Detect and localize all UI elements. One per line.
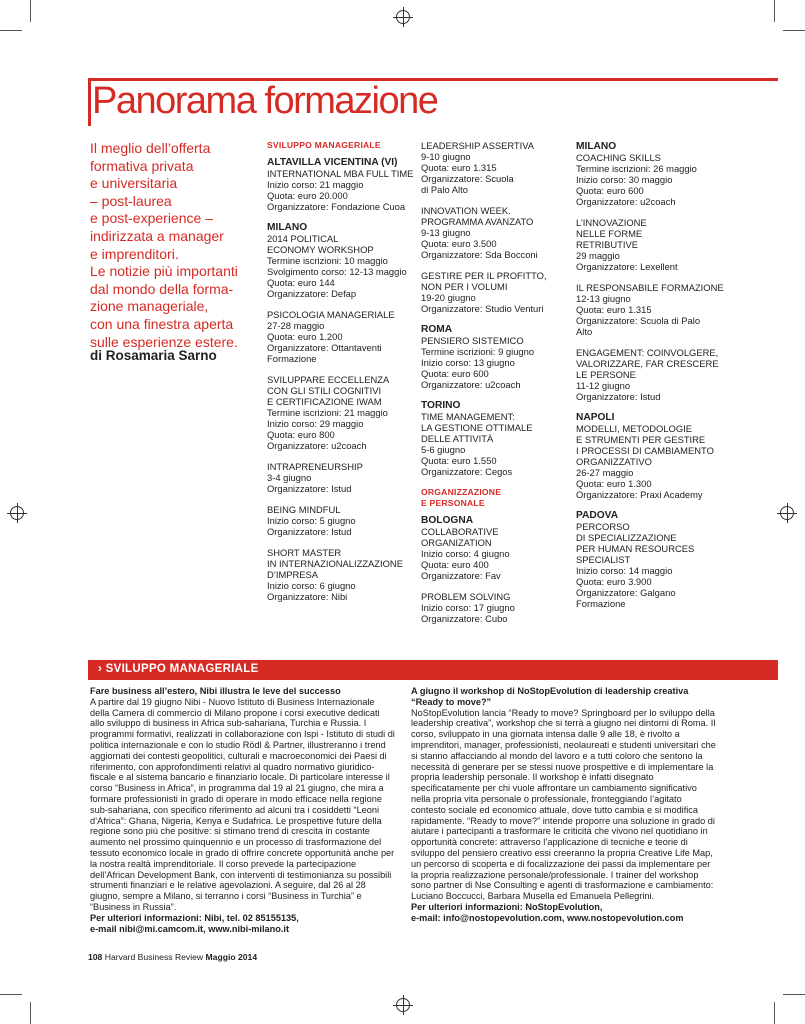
course-detail: Quota: euro 600 [576,185,644,196]
course-detail: RETRIBUTIVE [576,239,638,250]
course-detail: LEADERSHIP ASSERTIVA [421,140,535,151]
intro-line: formativa privata [90,157,194,174]
course-detail: PENSIERO SISTEMICO [421,335,524,346]
course-detail: Inizio corso: 17 giugno [421,602,515,613]
course-detail: 12-13 giugno [576,293,631,304]
course-detail: Quota: euro 1.315 [576,304,652,315]
course-detail: 27-28 maggio [267,320,325,331]
course-listing [267,222,415,299]
course-listing [576,510,726,609]
course-detail: Organizzatore: Istud [267,526,352,537]
course-listing [267,504,415,537]
course-detail: COLLABORATIVE [421,526,499,537]
course-detail: PERCORSO [576,521,630,532]
course-detail: Organizzatore: Ottantaventi [267,342,382,353]
course-detail: Alto [576,326,593,337]
course-detail: D’IMPRESA [267,569,319,580]
course-detail: 29 maggio [576,250,620,261]
course-detail: Quota: euro 1.550 [421,455,497,466]
article-nostopevolution [411,686,716,924]
city-heading: BOLOGNA [421,515,474,526]
course-listing [267,547,415,602]
course-detail: Quota: euro 3.500 [421,238,497,249]
city-heading: MILANO [576,141,617,152]
course-detail: NELLE FORME [576,228,643,239]
course-listing [421,515,569,581]
course-detail: Organizzatore: Studio Venturi [421,303,544,314]
course-listing [576,217,726,272]
crop-mark [30,1002,31,1024]
course-detail: 2014 POLITICAL [267,233,339,244]
course-detail: Inizio corso: 13 giugno [421,357,515,368]
course-detail: PROBLEM SOLVING [421,591,511,602]
course-detail: E STRUMENTI PER GESTIRE [576,434,706,445]
course-listing [267,374,415,451]
intro-line: Le notizie più importanti [90,263,238,280]
course-detail: Inizio corso: 6 giugno [267,580,356,591]
intro-line: zione manageriale, [90,298,209,315]
article-headline: A giugno il workshop di NoStopEvolution di leadership creativa “Ready to move?” [411,686,689,707]
course-detail: PROGRAMMA AVANZATO [421,216,534,227]
crop-mark [783,30,805,31]
listing-column-3 [576,140,726,619]
course-detail: MODELLI, METODOLOGIE [576,423,692,434]
article-nibi [90,686,395,934]
intro-line: e imprenditori. [90,245,179,262]
course-detail: Organizzatore: u2coach [267,440,367,451]
course-detail: Quota: euro 800 [267,429,335,440]
registration-mark-left [10,506,24,520]
article-contact: Per ulteriori informazioni: NoStopEvolution, e-mail: info@nostopevolution.com, www.nostopevolution.com [411,901,684,923]
course-detail: Organizzatore: Fondazione Cuoa [267,201,406,212]
course-detail: INNOVATION WEEK. [421,205,511,216]
crop-mark [774,1002,775,1024]
page-number: 108 [88,952,103,962]
course-detail: L’INNOVAZIONE [576,217,647,228]
course-detail: Svolgimento corso: 12-13 maggio [267,266,407,277]
course-detail: Quota: euro 1.200 [267,331,343,342]
crop-mark [0,994,22,995]
registration-mark-right [780,506,794,520]
course-detail: Organizzatore: Istud [576,391,661,402]
course-detail: Organizzatore: Cegos [421,466,513,477]
course-listing [576,141,726,207]
intro-line: indirizzata a manager [90,227,224,244]
course-detail: Inizio corso: 21 maggio [267,179,364,190]
course-detail: Inizio corso: 5 giugno [267,515,356,526]
course-detail: Organizzatore: Galgano [576,587,676,598]
course-detail: ECONOMY WORKSHOP [267,244,374,255]
intro-line: e post-experience – [90,210,213,227]
article-contact: Per ulteriori informazioni: Nibi, tel. 02 85155135, e-mail nibi@mi.camcom.it, www.nibi-milano.it [90,912,299,934]
course-detail: IN INTERNAZIONALIZZAZIONE [267,558,403,569]
course-detail: PSICOLOGIA MANAGERIALE [267,309,395,320]
course-detail: Quota: euro 400 [421,559,489,570]
course-detail: Formazione [267,353,317,364]
course-detail: Organizzatore: Istud [267,483,352,494]
listing-column-2 [421,140,569,634]
course-listing [267,461,415,494]
course-detail: ORGANIZATION [421,537,492,548]
crop-mark [30,0,31,22]
city-heading: PADOVA [576,510,619,521]
course-listing [421,140,569,195]
course-detail: 19-20 giugno [421,292,476,303]
course-detail: 9-10 giugno [421,151,471,162]
course-listing [421,205,569,260]
course-detail: Organizzatore: u2coach [576,196,676,207]
course-listing [267,157,415,212]
course-detail: Termine iscrizioni: 10 maggio [267,255,388,266]
crop-mark [0,30,22,31]
article-headline: Fare business all’estero, Nibi illustra le leve del successo [90,686,341,696]
crop-mark [774,0,775,22]
course-detail: I PROCESSI DI CAMBIAMENTO [576,445,714,456]
course-detail: SVILUPPARE ECCELLENZA [267,374,390,385]
course-detail: Organizzatore: Cubo [421,613,508,624]
course-detail: Inizio corso: 30 maggio [576,174,673,185]
city-heading: ROMA [421,324,453,335]
course-detail: Termine iscrizioni: 21 maggio [267,407,388,418]
intro-line: sulle esperienze estere. [90,333,238,350]
city-heading: MILANO [267,222,308,233]
course-detail: Inizio corso: 14 maggio [576,565,673,576]
course-listing [576,347,726,402]
course-detail: E CERTIFICAZIONE IWAM [267,396,382,407]
course-detail: INTRAPRENEURSHIP [267,461,363,472]
city-heading: TORINO [421,400,461,411]
page-title: Panorama formazione [92,80,438,122]
course-detail: Organizzatore: Praxi Academy [576,489,703,500]
course-detail: Termine iscrizioni: 26 maggio [576,163,697,174]
course-detail: ENGAGEMENT: COINVOLGERE, [576,347,719,358]
course-detail: Formazione [576,598,626,609]
course-detail: Organizzatore: Nibi [267,591,348,602]
course-detail: IL RESPONSABILE FORMAZIONE [576,282,724,293]
course-detail: Organizzatore: Scuola di Palo [576,315,701,326]
course-detail: Quota: euro 20.000 [267,190,348,201]
course-detail: SPECIALIST [576,554,631,565]
course-detail: BEING MINDFUL [267,504,341,515]
course-detail: 5-6 giugno [421,444,466,455]
course-detail: Quota: euro 3.900 [576,576,652,587]
course-detail: PER HUMAN RESOURCES [576,543,695,554]
registration-mark-bottom [396,998,410,1012]
listing-column-1 [267,140,415,612]
course-detail: ORGANIZZATIVO [576,456,652,467]
article-body: A partire dal 19 giugno Nibi - Nuovo Istituto di Business Internazionale della Camera di commercio di Milano propone i corsi executive dedicati allo sviluppo di business in Africa sub-sahariana, Turchia e Russia. I programmi formativi, realizzati in collaborazione con Ispi - Istituto di studi di politica internazionale e con lo studio Rödl & Partner, illustreranno i trend aggiornati dei contesti geopolitici, culturali e macroeconomici dei Paesi di riferimento, con approfondimenti relativi al quadro normativo giuridico-fiscale e al sistema bancario e finanziario locale. Di particolare interesse il corso “Business in Africa”, in programma dal 19 al 21 giugno, che mira a formare professionisti in grado di operare in modo efficace nella regione sub-sahariana, con specifico riferimento ad alcuni tra i cosiddetti “Leoni d’Africa”: Ghana, Nigeria, Kenya e Sudafrica. Le prospettive future della regione sono più che positive: si stimano trend di crescita in costante aumento nel prossimo quinquennio e un processo di trasformazione del tessuto economico locale in grado di offrire concrete opportunità anche per la nostra realtà imprenditoriale. Il corso prevede la partecipazione dell’African Development Bank, con interventi di testimonianza su possibili strumenti finanziari e le relative agevolazioni. A seguire, dal 26 al 28 giugno, sempre a Milano, si terranno i corsi “Business in Turchia” e “Business in Russia”. [90,696,395,912]
course-detail: GESTIRE PER IL PROFITTO, [421,270,547,281]
course-listing [421,400,569,477]
course-detail: CON GLI STILI COGNITIVI [267,385,382,396]
course-listing [576,282,726,337]
course-listing [421,270,569,314]
city-heading: NAPOLI [576,412,615,423]
course-detail: LE PERSONE [576,369,636,380]
course-detail: 26-27 maggio [576,467,634,478]
course-detail: INTERNATIONAL MBA FULL TIME [267,168,414,179]
course-listing [421,324,569,390]
course-detail: Inizio corso: 29 maggio [267,418,364,429]
article-body: NoStopEvolution lancia “Ready to move? Springboard per lo sviluppo della leadership creativa”, workshop che si terrà a giugno nei dintorni di Roma. Il corso, sviluppato in una giornata intensa dalle 9 alle 18, è rivolto a imprenditori, manager, professionisti, neolaureati e studenti universitari che si stanno affacciando al mondo del lavoro e a tutti coloro che sentono la necessità di generare per se stessi nuove prospettive e di implementare la propria leadership personale. Il workshop è infatti disegnato specificatamente per chi vuole affrontare un cambiamento significativo nella propria vita personale o professionale, fronteggiando l’agitato contesto sociale ed economico attuale, dove tutto cambia e si modifica rapidamente. “Ready to move?” intende proporre una soluzione in grado di aiutare i partecipanti a trasformare le criticità che vivono nel quotidiano in opportunità concrete: attraverso l’applicazione di tecniche e teorie di sviluppo del pensiero creativo essi creeranno la propria Creative Life Map, un percorso di scoperta e di focalizzazione dei passi da implementare per la propria realizzazione personale/professionale. I trainer del workshop sono partner di Nse Consulting e agenti di trasformazione e cambiamento: Luciano Boccucci, Barbara Musella ed Emanuela Pellegrini. [411,707,716,902]
course-detail: Organizzatore: Lexellent [576,261,678,272]
course-detail: Organizzatore: Scuola [421,173,514,184]
section-band-label: › SVILUPPO MANAGERIALE [98,663,259,675]
course-detail: 3-4 giugno [267,472,312,483]
course-detail: Quota: euro 1.300 [576,478,652,489]
course-detail: DI SPECIALIZZAZIONE [576,532,677,543]
course-detail: Organizzatore: Fav [421,570,501,581]
course-detail: Inizio corso: 4 giugno [421,548,510,559]
course-detail: Quota: euro 600 [421,368,489,379]
course-detail: Quota: euro 144 [267,277,335,288]
course-detail: 9-13 giugno [421,227,471,238]
course-detail: di Palo Alto [421,184,468,195]
intro-line: dal mondo della forma- [90,280,234,297]
intro-line: Il meglio dell’offerta [90,140,211,156]
author-byline: di Rosamaria Sarno [90,348,217,363]
course-detail: Organizzatore: Defap [267,288,357,299]
city-heading: ALTAVILLA VICENTINA (VI) [267,157,398,168]
course-detail: 11-12 giugno [576,380,631,391]
course-listing [576,412,726,500]
intro-line: e universitaria [90,175,178,192]
course-detail: NON PER I VOLUMI [421,281,508,292]
publication-name: Harvard Business Review [104,952,204,962]
crop-mark [783,994,805,995]
course-listing [421,591,569,624]
section-heading: ORGANIZZAZIONE E PERSONALE [421,487,502,508]
course-listing [267,309,415,364]
course-detail: Organizzatore: Sda Bocconi [421,249,538,260]
intro-line: con una finestra aperta [90,315,234,332]
course-detail: TIME MANAGEMENT: [421,411,515,422]
course-detail: DELLE ATTIVITÀ [421,433,494,444]
course-detail: COACHING SKILLS [576,152,661,163]
course-detail: Termine iscrizioni: 9 giugno [421,346,535,357]
title-accent-bar [88,78,91,126]
course-detail: SHORT MASTER [267,547,342,558]
course-detail: VALORIZZARE, FAR CRESCERE [576,358,719,369]
intro-line: – post-laurea [90,192,172,209]
course-detail: LA GESTIONE OTTIMALE [421,422,533,433]
page-footer [88,952,257,962]
issue-date: Maggio 2014 [205,952,258,962]
course-detail: Quota: euro 1.315 [421,162,497,173]
section-heading: SVILUPPO MANAGERIALE [267,140,381,150]
registration-mark-top [396,10,410,24]
course-detail: Organizzatore: u2coach [421,379,521,390]
intro-text [90,140,250,351]
